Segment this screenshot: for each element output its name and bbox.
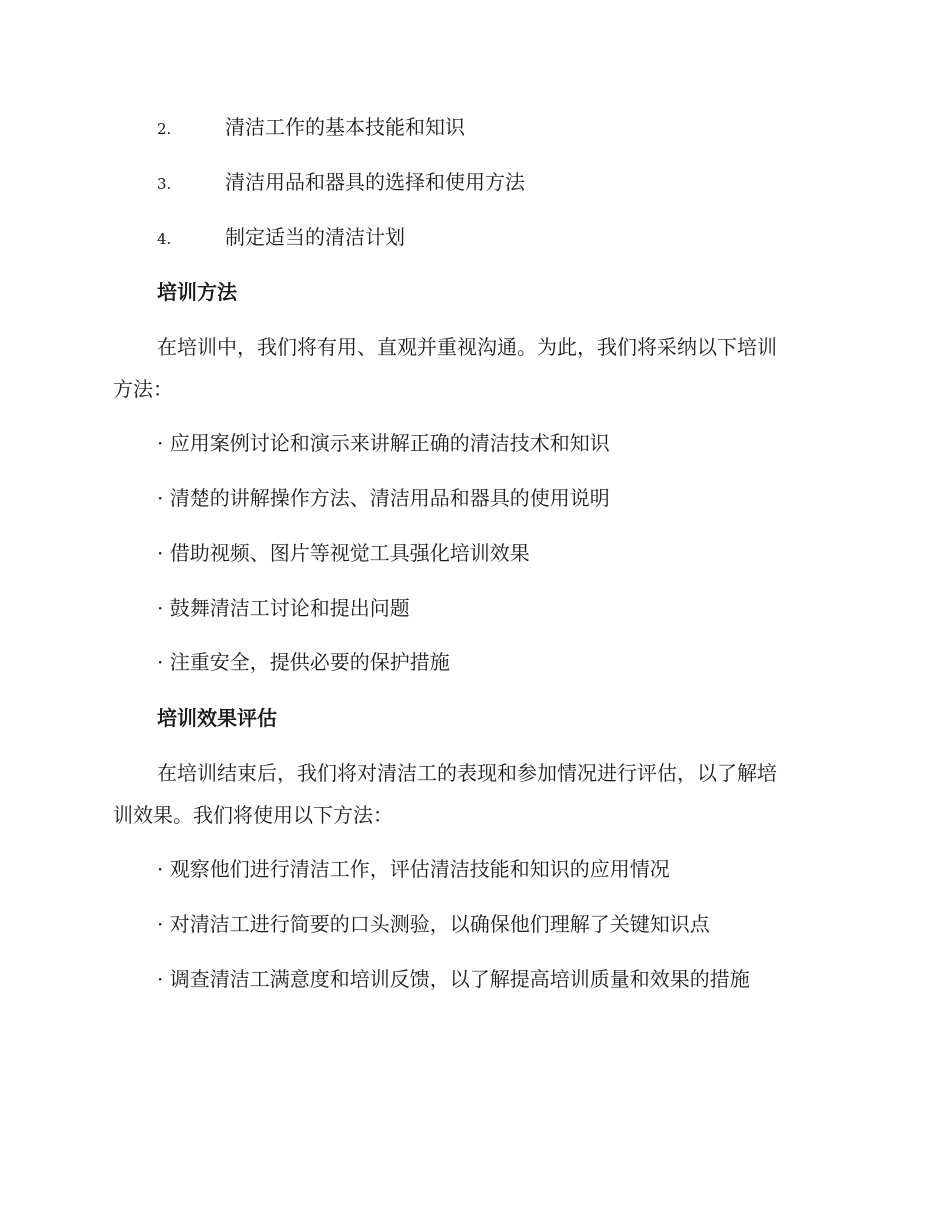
item-number: 4. (157, 230, 172, 248)
methods-intro-line-2: 方法： (113, 377, 173, 401)
evaluation-bullet-3: · 调查清洁工满意度和培训反馈，以了解提高培训质量和效果的措施 (157, 967, 750, 991)
heading-training-evaluation: 培训效果评估 (157, 706, 277, 730)
item-number: 2. (157, 120, 172, 138)
evaluation-bullet-1: · 观察他们进行清洁工作，评估清洁技能和知识的应用情况 (157, 857, 670, 881)
evaluation-bullet-2: · 对清洁工进行简要的口头测验，以确保他们理解了关键知识点 (157, 912, 710, 936)
numbered-item-4 (157, 222, 405, 252)
methods-bullet-3: · 借助视频、图片等视觉工具强化培训效果 (157, 541, 530, 565)
methods-bullet-5: · 注重安全，提供必要的保护措施 (157, 650, 450, 674)
methods-intro-line-1: 在培训中，我们将有用、直观并重视沟通。为此，我们将采纳以下培训 (157, 335, 777, 359)
evaluation-intro-line-1: 在培训结束后，我们将对清洁工的表现和参加情况进行评估，以了解培 (157, 761, 777, 785)
methods-bullet-2: · 清楚的讲解操作方法、清洁用品和器具的使用说明 (157, 486, 610, 510)
evaluation-intro-line-2: 训效果。我们将使用以下方法： (113, 803, 393, 827)
numbered-item-2 (157, 112, 465, 142)
item-text: 制定适当的清洁计划 (225, 225, 405, 249)
heading-training-methods: 培训方法 (157, 280, 237, 304)
methods-bullet-4: · 鼓舞清洁工讨论和提出问题 (157, 596, 410, 620)
numbered-item-3 (157, 167, 525, 197)
methods-bullet-1: · 应用案例讨论和演示来讲解正确的清洁技术和知识 (157, 431, 610, 455)
item-number: 3. (157, 175, 172, 193)
item-text: 清洁工作的基本技能和知识 (225, 115, 465, 139)
item-text: 清洁用品和器具的选择和使用方法 (225, 170, 525, 194)
